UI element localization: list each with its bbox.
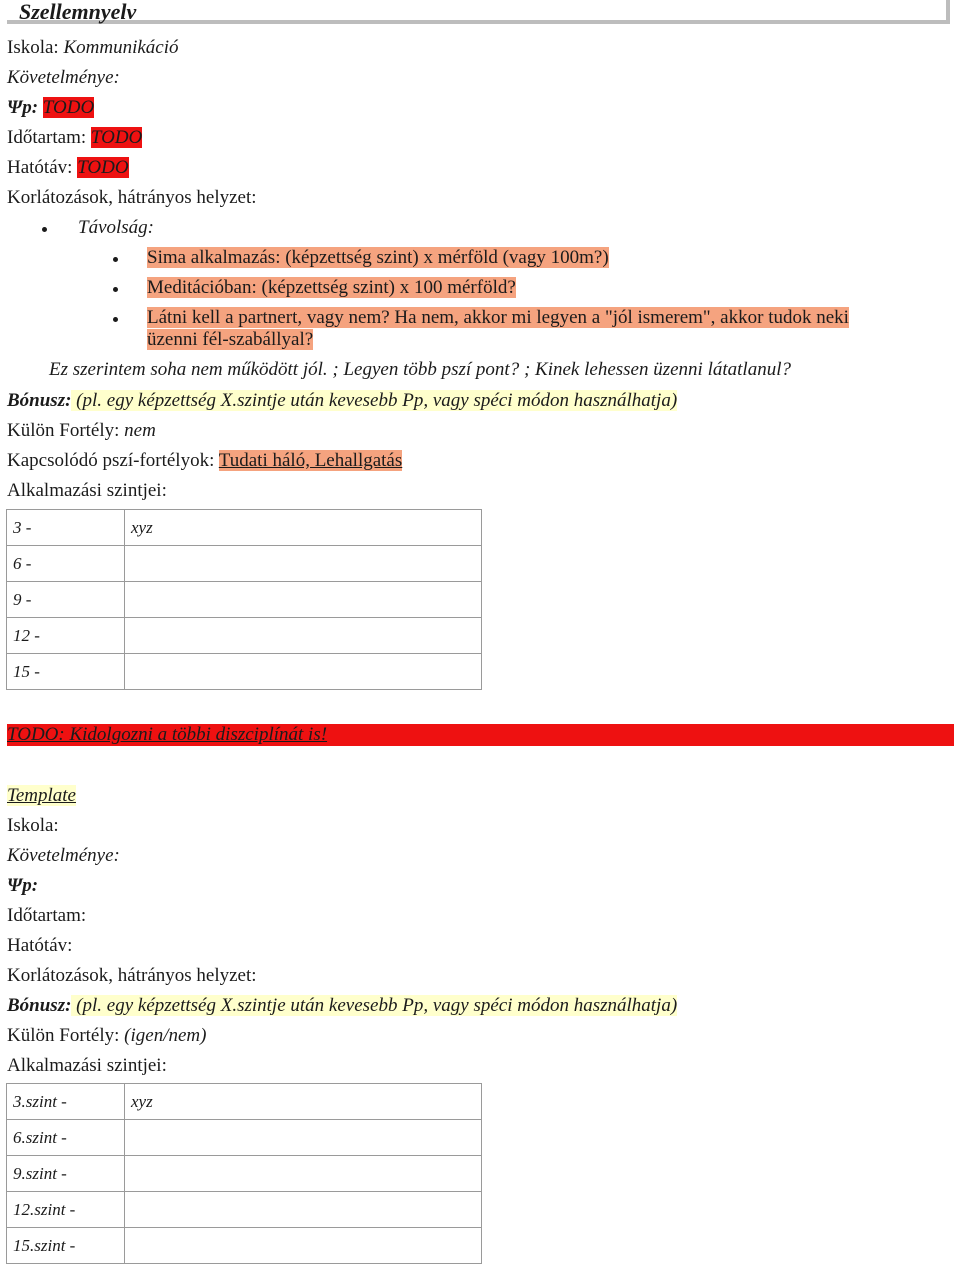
table-row: [7, 618, 482, 654]
sub-item-continued: [147, 328, 313, 352]
sub-item: [147, 306, 849, 330]
distance-label: Távolság:: [78, 217, 154, 238]
table-row: [7, 654, 482, 690]
bullet-icon: [113, 257, 118, 262]
duration-row: [7, 126, 142, 150]
table-row: [7, 582, 482, 618]
level-cell: 6.szint -: [7, 1120, 125, 1156]
desc-cell: xyz: [125, 510, 482, 546]
school-value: Kommunikáció: [58, 37, 179, 58]
template-bonus-value: (pl. egy képzettség X.szintje után kevesebb Pp, vagy spéci módon használhatja): [71, 995, 678, 1016]
todo-banner-line: [7, 723, 327, 747]
template-psi-row: [7, 874, 38, 898]
bonus-label: Bónusz:: [7, 390, 72, 411]
duration-value: TODO: [90, 127, 143, 148]
bonus-row: [7, 389, 677, 413]
template-levels-table: [6, 1083, 482, 1264]
range-label: Hatótáv:: [7, 157, 73, 178]
template-special-row: [7, 1024, 206, 1048]
level-cell: 6 -: [7, 546, 125, 582]
levels-label: Alkalmazási szintjei:: [7, 480, 167, 501]
template-heading-row: [7, 784, 76, 808]
template-psi-label: Ψp:: [7, 875, 39, 896]
level-cell: 15.szint -: [7, 1228, 125, 1264]
bullet-icon: [42, 227, 47, 232]
bonus-value: (pl. egy képzettség X.szintje után kevesebb Pp, vagy spéci módon használhatja): [71, 390, 678, 411]
related-label: Kapcsolódó pszí-fortélyok:: [7, 450, 215, 471]
desc-cell: [125, 1156, 482, 1192]
template-special-value: (igen/nem): [119, 1025, 207, 1046]
table-row: [7, 1084, 482, 1120]
special-value: nem: [119, 420, 156, 441]
school-row: [7, 36, 179, 60]
special-row: [7, 419, 156, 443]
template-school-row: [7, 814, 59, 838]
document-title: Szellemnyelv: [19, 0, 137, 24]
template-levels-row: [7, 1054, 167, 1078]
desc-cell: [125, 546, 482, 582]
distance-item: [78, 216, 154, 240]
template-duration-label: Időtartam:: [7, 905, 87, 926]
template-range-label: Hatótáv:: [7, 935, 73, 956]
table-row: [7, 510, 482, 546]
template-duration-row: [7, 904, 86, 928]
sub-item: [147, 246, 609, 270]
limits-row: [7, 186, 257, 210]
sub-item-text: üzenni fél-szabállyal?: [147, 329, 314, 350]
level-cell: 15 -: [7, 654, 125, 690]
template-bonus-row: [7, 994, 677, 1018]
desc-cell: [125, 1228, 482, 1264]
bullet-icon: [113, 287, 118, 292]
template-limits-row: [7, 964, 257, 988]
template-special-label: Külön Fortély:: [7, 1025, 120, 1046]
bullet-icon: [113, 317, 118, 322]
table-row: [7, 1156, 482, 1192]
level-cell: 12 -: [7, 618, 125, 654]
related-row: [7, 449, 402, 473]
psi-label: Ψp:: [7, 97, 39, 118]
comment-line: [49, 358, 791, 382]
sub-item-text: Sima alkalmazás: (képzettség szint) x mérföld (vagy 100m?): [147, 247, 609, 268]
desc-cell: [125, 654, 482, 690]
desc-cell: [125, 1192, 482, 1228]
sub-item-text: Látni kell a partnert, vagy nem? Ha nem, akkor mi legyen a "jól ismerem", akkor tudok neki: [147, 307, 849, 328]
level-cell: 12.szint -: [7, 1192, 125, 1228]
desc-cell: [125, 618, 482, 654]
template-requirement-label: Követelménye:: [7, 845, 120, 866]
sub-item-text: Meditációban: (képzettség szint) x 100 mérföld?: [147, 277, 516, 298]
level-cell: 3 -: [7, 510, 125, 546]
template-heading: Template: [7, 785, 76, 806]
desc-cell: [125, 582, 482, 618]
template-range-row: [7, 934, 72, 958]
school-label: Iskola:: [7, 37, 59, 58]
table-row: [7, 546, 482, 582]
range-row: [7, 156, 129, 180]
range-value: TODO: [77, 157, 129, 178]
template-school-label: Iskola:: [7, 815, 59, 836]
desc-cell: [125, 1120, 482, 1156]
template-limits-label: Korlátozások, hátrányos helyzet:: [7, 965, 257, 986]
levels-row: [7, 479, 167, 503]
psi-row: [7, 96, 94, 120]
special-label: Külön Fortély:: [7, 420, 120, 441]
comment-text: Ez szerintem soha nem működött jól. ; Legyen több pszí pont? ; Kinek lehessen üzenni látatlanul?: [49, 359, 791, 380]
requirement-label: Követelménye:: [7, 67, 120, 88]
level-cell: 3.szint -: [7, 1084, 125, 1120]
template-bonus-label: Bónusz:: [7, 995, 72, 1016]
desc-cell: xyz: [125, 1084, 482, 1120]
level-cell: 9 -: [7, 582, 125, 618]
table-row: [7, 1192, 482, 1228]
related-value: Tudati háló, Lehallgatás: [218, 450, 403, 471]
psi-value: TODO: [42, 97, 95, 118]
requirement-row: [7, 66, 120, 90]
template-levels-label: Alkalmazási szintjei:: [7, 1055, 167, 1076]
table-row: [7, 1228, 482, 1264]
duration-label: Időtartam:: [7, 127, 87, 148]
title-bar: [7, 0, 950, 24]
template-requirement-row: [7, 844, 120, 868]
table-row: [7, 1120, 482, 1156]
levels-table: [6, 509, 482, 690]
todo-banner-text: TODO: Kidolgozni a többi diszciplínát is!: [7, 724, 328, 745]
level-cell: 9.szint -: [7, 1156, 125, 1192]
limits-label: Korlátozások, hátrányos helyzet:: [7, 187, 257, 208]
sub-item: [147, 276, 516, 300]
